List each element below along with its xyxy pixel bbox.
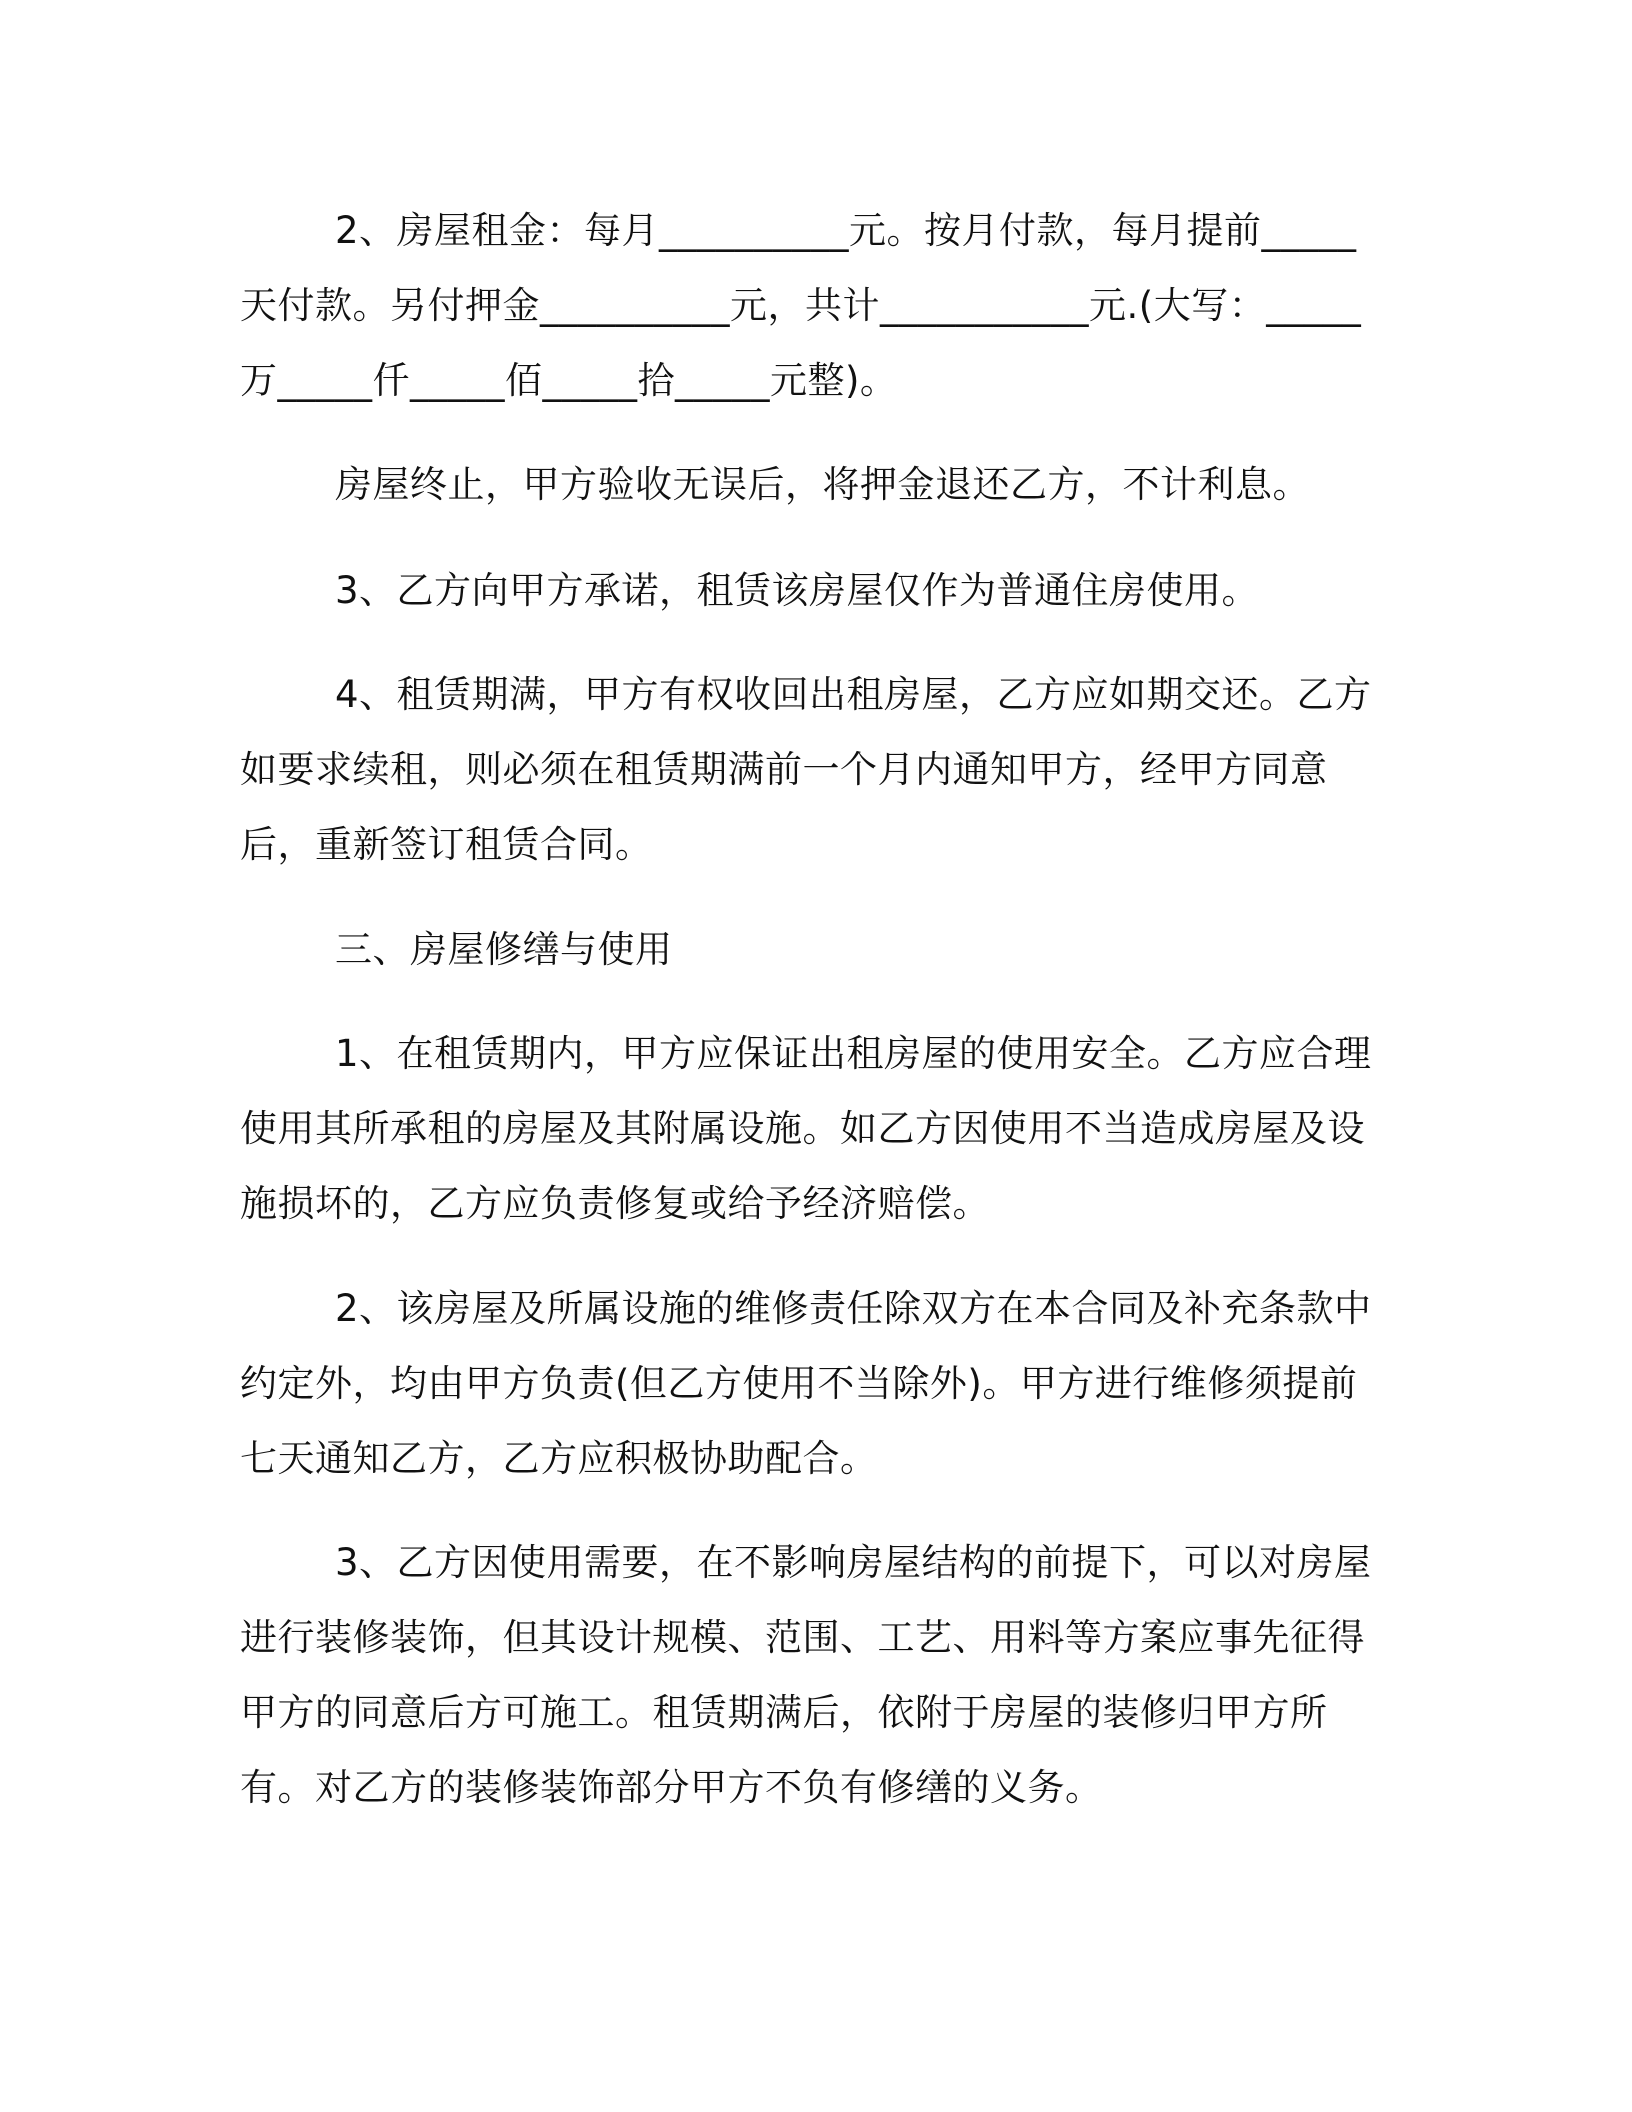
paragraph-lease-expiry: 4、租赁期满，甲方有权收回出租房屋，乙方应如期交还。乙方如要求续租，则必须在租赁期满前一个月内通知甲方，经甲方同意后，重新签订租赁合同。 — [240, 673, 1372, 866]
paragraph-deposit-refund: 房屋终止，甲方验收无误后，将押金退还乙方，不计利息。 — [335, 463, 1310, 506]
section-heading-repair-use: 三、房屋修缮与使用 — [335, 928, 673, 971]
paragraph-safety-damage: 1、在租赁期内，甲方应保证出租房屋的使用安全。乙方应合理使用其所承租的房屋及其附属设施。如乙方因使用不当造成房屋及设施损坏的，乙方应负责修复或给予经济赔偿。 — [240, 1032, 1372, 1225]
paragraph-rent-payment: 2、房屋租金：每月__________元。按月付款，每月提前_____天付款。另付押金__________元，共计___________元.(大写：_____万_____仟_____佰_____拾_____元整)。 — [240, 209, 1362, 402]
paragraph-maintenance-responsibility: 2、该房屋及所属设施的维修责任除双方在本合同及补充条款中约定外，均由甲方负责(但乙方使用不当除外)。甲方进行维修须提前七天通知乙方，乙方应积极协助配合。 — [240, 1287, 1372, 1480]
paragraph-residential-use: 3、乙方向甲方承诺，租赁该房屋仅作为普通住房使用。 — [335, 569, 1260, 612]
document-body — [240, 193, 1380, 1825]
paragraph-decoration: 3、乙方因使用需要，在不影响房屋结构的前提下，可以对房屋进行装修装饰，但其设计规模、范围、工艺、用料等方案应事先征得甲方的同意后方可施工。租赁期满后，依附于房屋的装修归甲方所有。对乙方的装修装饰部分甲方不负有修缮的义务。 — [240, 1541, 1372, 1809]
